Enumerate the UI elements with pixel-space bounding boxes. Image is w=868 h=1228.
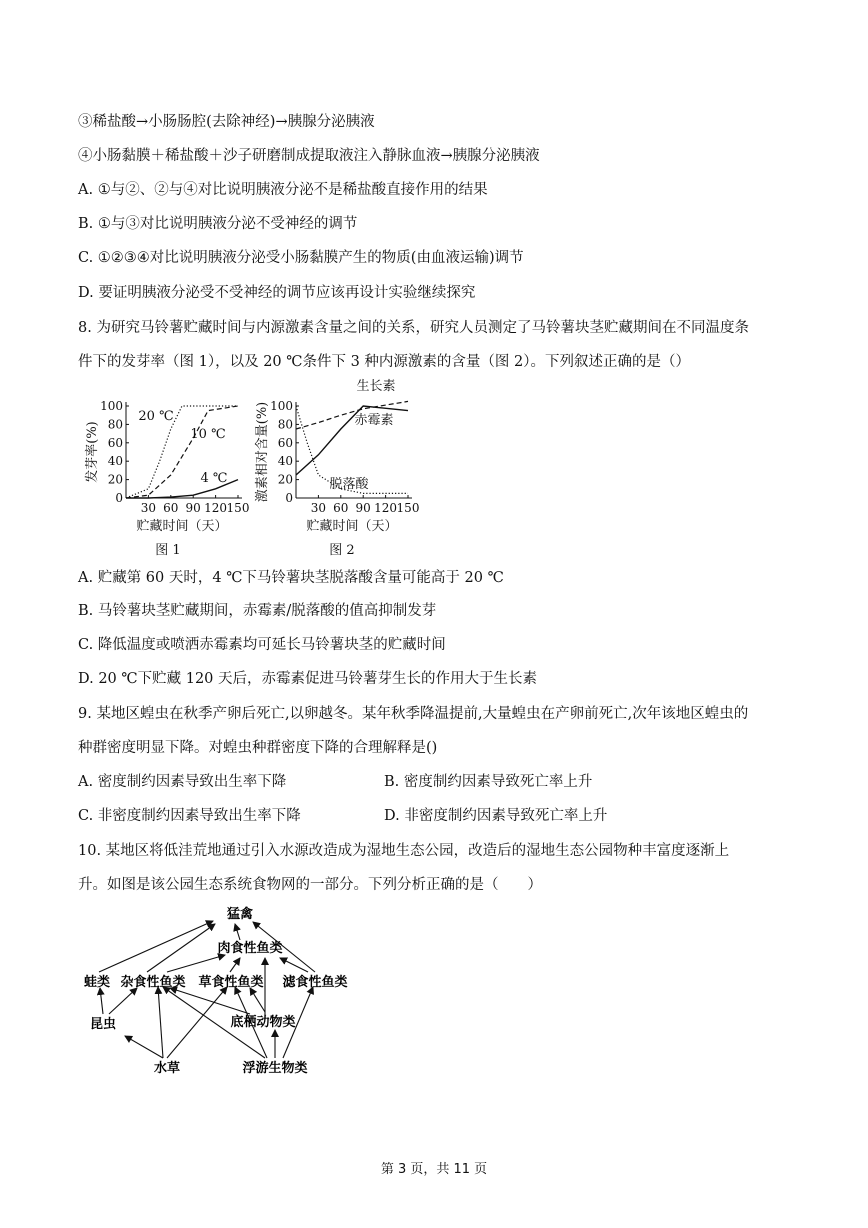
q9-stem-line-2: 种群密度明显下降。对蝗虫种群密度下降的合理解释是() <box>78 740 438 756</box>
q7-item-4: ④小肠黏膜＋稀盐酸＋沙子研磨制成提取液注入静脉血液→胰腺分泌胰液 <box>78 148 540 164</box>
y-tick-label: 100 <box>100 399 123 413</box>
q7-option-c: C. ①②③④对比说明胰液分泌受小肠黏膜产生的物质(由血液运输)调节 <box>78 250 524 266</box>
x-tick-label: 90 <box>185 501 201 515</box>
q9-option-d: D. 非密度制约因素导致死亡率上升 <box>384 808 608 824</box>
figure-2-svg <box>254 378 434 562</box>
y-tick-label: 60 <box>107 435 123 450</box>
x-tick-label: 60 <box>333 501 349 515</box>
x-axis-label: 贮藏时间（天） <box>136 519 228 534</box>
q9-option-c: C. 非密度制约因素导致出生率下降 <box>78 808 301 824</box>
node-carnivore-fish: 肉食性鱼类 <box>217 941 283 956</box>
y-axis-label: 激素相对含量(%) <box>255 401 270 503</box>
y-tick-label: 0 <box>285 491 293 505</box>
y-tick-label: 40 <box>277 454 293 469</box>
q8-stem-line-2: 件下的发芽率（图 1），以及 20 ℃条件下 3 种内源激素的含量（图 2）。下列叙述正确的是（） <box>78 354 690 370</box>
food-web-diagram <box>75 900 375 1085</box>
q9-option-b: B. 密度制约因素导致死亡率上升 <box>384 774 593 790</box>
series-label: 10 ℃ <box>190 427 226 442</box>
q7-option-b: B. ①与③对比说明胰液分泌不受神经的调节 <box>78 216 358 232</box>
y-tick-label: 100 <box>270 399 293 413</box>
q7-option-a: A. ①与②、②与④对比说明胰液分泌不是稀盐酸直接作用的结果 <box>78 182 488 198</box>
figure-caption: 图 2 <box>329 543 355 558</box>
series-label: 20 ℃ <box>138 409 174 424</box>
y-tick-label: 20 <box>277 472 293 487</box>
series-label: 赤霉素 <box>354 413 394 428</box>
node-insect: 昆虫 <box>89 1017 117 1032</box>
y-tick-label: 0 <box>115 491 123 505</box>
y-tick-label: 40 <box>107 454 123 469</box>
figure-1-svg <box>78 392 258 562</box>
q8-option-a: A. 贮藏第 60 天时，4 ℃下马铃薯块茎脱落酸含量可能高于 20 ℃ <box>78 570 504 586</box>
series-label: 生长素 <box>356 379 396 394</box>
y-tick-label: 80 <box>277 417 293 432</box>
x-tick-label: 120 <box>204 501 228 515</box>
x-tick-label: 150 <box>226 501 250 515</box>
figure-caption: 图 1 <box>155 543 181 558</box>
figure-2-chart <box>254 378 434 562</box>
x-tick-label: 30 <box>310 501 327 515</box>
node-frog: 蛙类 <box>83 975 111 990</box>
q8-option-b: B. 马铃薯块茎贮藏期间，赤霉素/脱落酸的值高抑制发芽 <box>78 603 437 619</box>
q10-stem-line-1: 10. 某地区将低洼荒地通过引入水源改造成为湿地生态公园，改造后的湿地生态公园物种丰富度逐渐上 <box>78 843 730 859</box>
q8-stem-line-1: 8. 为研究马铃薯贮藏时间与内源激素含量之间的关系，研究人员测定了马铃薯块茎贮藏期间在不同温度条 <box>78 320 749 336</box>
y-tick-label: 20 <box>107 472 123 487</box>
node-filter-fish: 滤食性鱼类 <box>282 975 348 990</box>
q7-option-d: D. 要证明胰液分泌受不受神经的调节应该再设计实验继续探究 <box>78 285 476 301</box>
q7-item-3: ③稀盐酸→小肠肠腔(去除神经)→胰腺分泌胰液 <box>78 114 375 130</box>
x-tick-label: 30 <box>140 501 157 515</box>
q8-option-d: D. 20 ℃下贮藏 120 天后，赤霉素促进马铃薯芽生长的作用大于生长素 <box>78 671 537 687</box>
food-web-svg <box>75 900 375 1085</box>
node-herbivore-fish: 草食性鱼类 <box>198 975 264 990</box>
q10-stem-line-2: 升。如图是该公园生态系统食物网的一部分。下列分析正确的是（ ） <box>78 877 542 893</box>
series-label: 脱落酸 <box>329 477 369 492</box>
node-benthos: 底栖动物类 <box>230 1015 296 1030</box>
y-tick-label: 80 <box>107 417 123 432</box>
q9-stem-line-1: 9. 某地区蝗虫在秋季产卵后死亡,以卵越冬。某年秋季降温提前,大量蝗虫在产卵前死亡,次年该地区蝗虫的 <box>78 706 749 722</box>
x-axis-label: 贮藏时间（天） <box>306 519 398 534</box>
q8-option-c: C. 降低温度或喷洒赤霉素均可延长马铃薯块茎的贮藏时间 <box>78 637 446 653</box>
x-tick-label: 60 <box>163 501 179 515</box>
node-plankton: 浮游生物类 <box>242 1061 308 1076</box>
node-plant: 水草 <box>153 1061 181 1076</box>
y-tick-label: 60 <box>277 435 293 450</box>
node-omnivore-fish: 杂食性鱼类 <box>120 975 186 990</box>
q9-option-a: A. 密度制约因素导致出生率下降 <box>78 774 287 790</box>
x-tick-label: 120 <box>374 501 398 515</box>
node-raptor: 猛禽 <box>226 907 254 922</box>
y-axis-label: 发芽率(%) <box>85 421 100 483</box>
x-tick-label: 150 <box>396 501 420 515</box>
page-footer: 第 3 页，共 11 页 <box>380 1162 488 1177</box>
x-tick-label: 90 <box>355 501 371 515</box>
figure-1-chart <box>78 392 258 562</box>
series-label: 4 ℃ <box>200 471 228 486</box>
